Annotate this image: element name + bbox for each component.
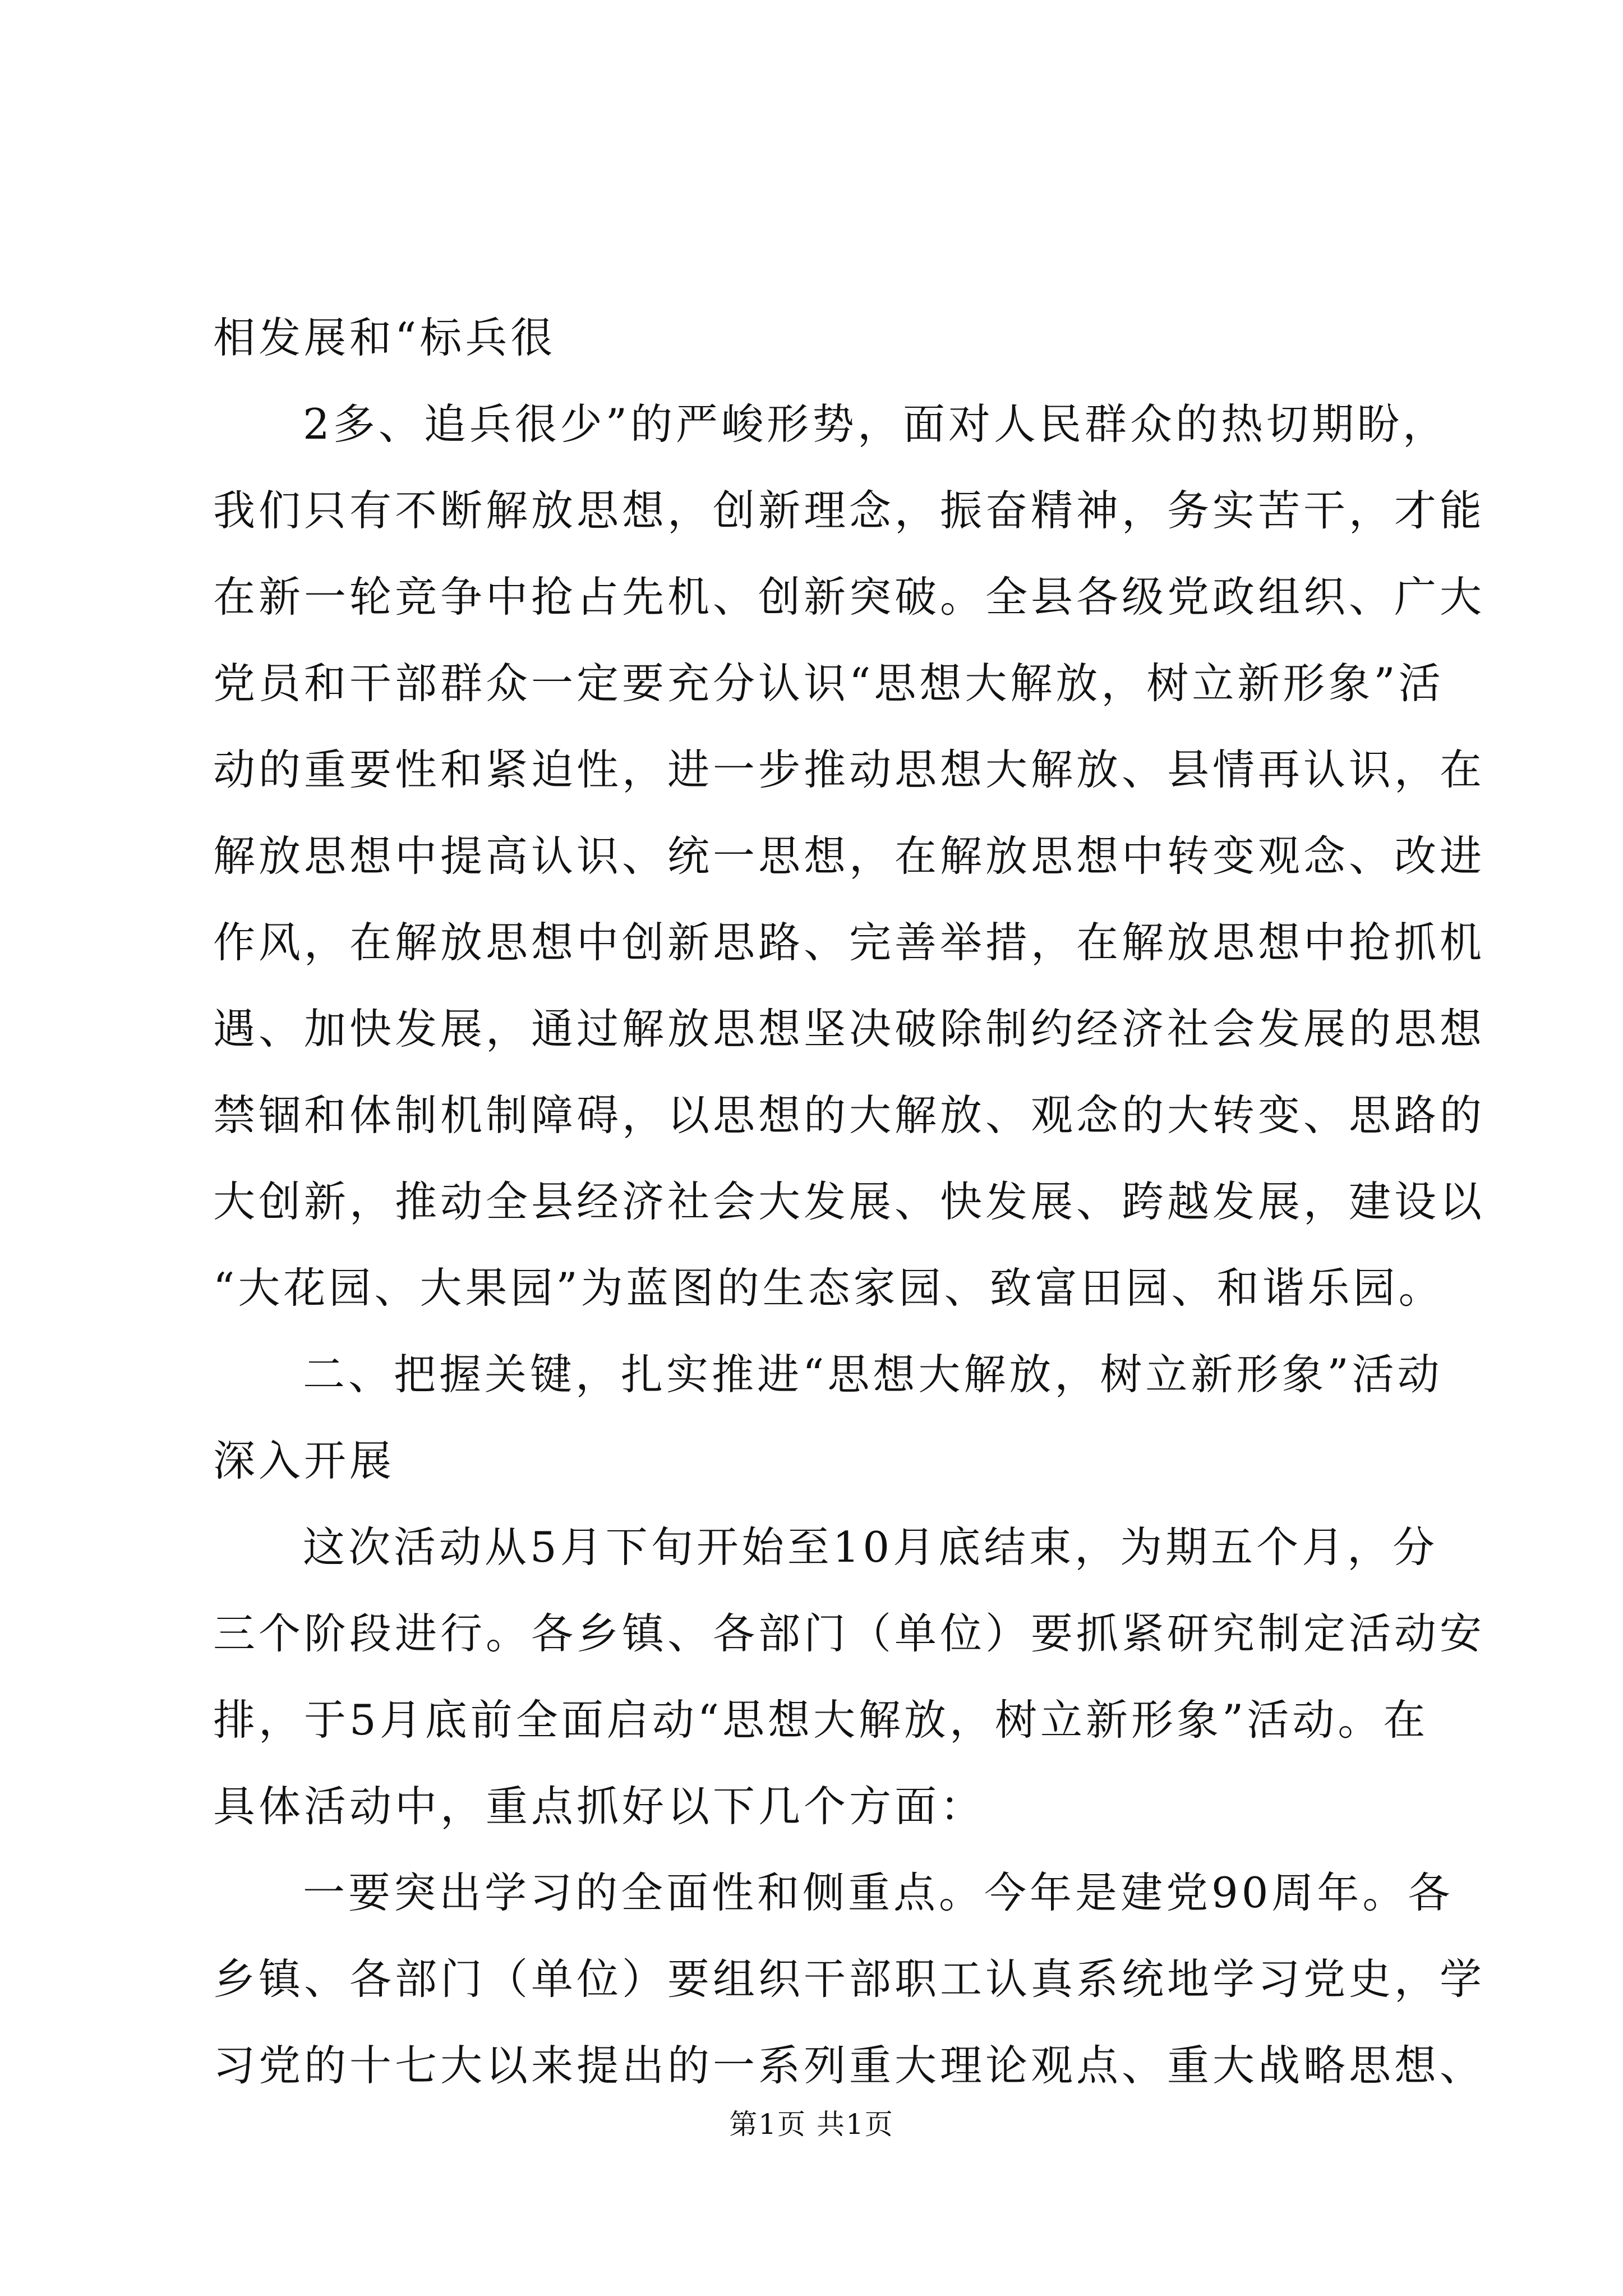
text-line: 三个阶段进行。各乡镇、各部门（单位）要抓紧研究制定活动安 — [213, 1609, 1486, 1658]
text-line: 习党的十七大以来提出的一系列重大理论观点、重大战略思想、 — [213, 2041, 1486, 2090]
page-footer: 第1页 共1页 — [729, 2108, 894, 2141]
text-line: 遇、加快发展，通过解放思想坚决破除制约经济社会发展的思想 — [213, 1004, 1486, 1053]
text-line: 乡镇、各部门（单位）要组织干部职工认真系统地学习党史，学 — [213, 1954, 1486, 2004]
text-line: 大创新，推动全县经济社会大发展、快发展、跨越发展，建设以 — [213, 1177, 1486, 1226]
text-line: 一要突出学习的全面性和侧重点。今年是建党90周年。各 — [303, 1868, 1454, 1917]
text-line: 我们只有不断解放思想，创新理念，振奋精神，务实苦干，才能 — [213, 486, 1486, 535]
section-heading: 二、把握关键，扎实推进“思想大解放，树立新形象”活动 — [303, 1350, 1443, 1399]
text-line: 排，于5月底前全面启动“思想大解放，树立新形象”活动。在 — [213, 1695, 1429, 1745]
text-line: 在新一轮竞争中抢占先机、创新突破。全县各级党政组织、广大 — [213, 572, 1486, 622]
text-line: 相发展和“标兵很 — [213, 313, 556, 362]
text-line: 禁锢和体制机制障碍，以思想的大解放、观念的大转变、思路的 — [213, 1091, 1486, 1140]
text-line: 具体活动中，重点抓好以下几个方面： — [213, 1782, 986, 1831]
text-line: 2多、追兵很少”的严峻形势，面对人民群众的热切期盼， — [303, 399, 1449, 449]
text-line: 党员和干部群众一定要充分认识“思想大解放，树立新形象”活 — [213, 659, 1444, 708]
section-heading-continued: 深入开展 — [213, 1436, 395, 1485]
text-line: 这次活动从5月下旬开始至10月底结束，为期五个月，分 — [303, 1522, 1438, 1572]
text-line: 解放思想中提高认识、统一思想，在解放思想中转变观念、改进 — [213, 831, 1486, 881]
text-line: “大花园、大果园”为蓝图的生态家园、致富田园、和谐乐园。 — [213, 1263, 1444, 1313]
text-line: 动的重要性和紧迫性，进一步推动思想大解放、县情再认识，在 — [213, 745, 1486, 794]
text-line: 作风，在解放思想中创新思路、完善举措，在解放思想中抢抓机 — [213, 918, 1486, 967]
